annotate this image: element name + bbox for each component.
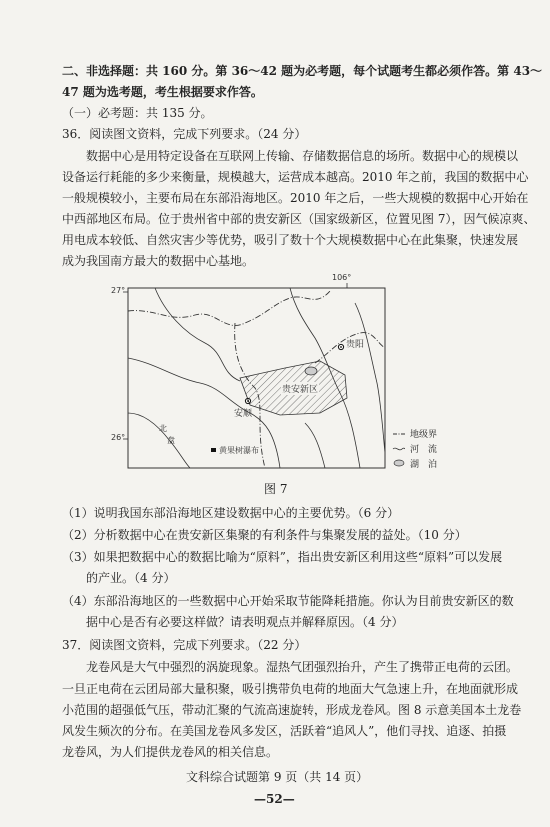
map-city-anshun: 安顺 [234, 409, 253, 419]
section-heading-line2: 47 题为选考题，考生根据要求作答。 [62, 85, 263, 99]
q37-para-line: 龙卷风，为人们提供龙卷风的相关信息。 [62, 745, 279, 759]
q36-item-4: （4）东部沿海地区的一些数据中心开始采取节能降耗措施。你认为目前贵安新区的数 [62, 594, 514, 608]
map-city-guiyang: 贵阳 [346, 340, 365, 350]
figure-caption: 图 7 [264, 482, 288, 496]
legend-boundary-label: 地级界 [410, 430, 438, 440]
q37-para-line: 一旦正电荷在云团局部大量积聚，吸引携带负电荷的地面大气急速上升，在地面就形成 [62, 682, 519, 696]
figure-7-map [111, 263, 405, 481]
section-heading-line1: 二、非选择题：共 160 分。第 36～42 题为必考题，每个试题考生都必须作答。第 43～ [62, 64, 543, 78]
q36-para-line: 中西部地区布局。位于贵州省中部的贵安新区（国家级新区，位置见图 7），因气候凉爽、 [62, 212, 536, 226]
river-line [155, 288, 240, 381]
subsection-heading: （一）必考题：共 135 分。 [62, 106, 213, 120]
river-line [128, 413, 190, 468]
q36-para-line: 用电成本较低、自然灾害少等优势，吸引了数十个大规模数据中心在此集聚，快速发展 [62, 233, 519, 247]
river-line [305, 423, 325, 468]
map-latitude-bottom-label: 26° [111, 433, 126, 442]
legend-lake-label: 湖 泊 [410, 460, 438, 470]
q36-para-line: 数据中心是用特定设备在互联网上传输、存储数据信息的场所。数据中心的规模以 [86, 149, 519, 163]
q36-item-4-cont: 据中心是否有必要这样做？请表明观点并解释原因。（4 分） [86, 615, 404, 629]
map-waterfall-label: 黄果树瀑布 [219, 446, 259, 455]
lake-shape [305, 367, 317, 375]
q37-title: 37．阅读图文资料，完成下列要求。（22 分） [62, 638, 307, 652]
page-number: —52— [254, 792, 295, 806]
map-new-area-label: 贵安新区 [281, 382, 319, 395]
legend-river-label: 河 流 [410, 445, 438, 455]
legend-lake-symbol [394, 460, 404, 466]
map-place-label: 北 [159, 424, 167, 433]
q36-item-2: （2）分析数据中心在贵安新区集聚的有利条件与集聚发展的益处。（10 分） [62, 528, 467, 542]
map-drawing [115, 263, 405, 481]
q36-item-1: （1）说明我国东部沿海地区建设数据中心的主要优势。（6 分） [62, 506, 400, 520]
map-latitude-top-label: 27° [111, 286, 126, 295]
map-place-label: 盘 [167, 436, 175, 445]
river-line [355, 303, 385, 453]
q37-para-line: 风发生频次的分布。在美国龙卷风多发区，活跃着“追风人”，他们寻找、追逐、拍摄 [62, 724, 507, 738]
q37-para-line: 小范围的超强低气压，带动汇聚的气流高速旋转，形成龙卷风。图 8 示意美国本土龙卷 [62, 703, 522, 717]
q36-item-3-cont: 的产业。（4 分） [86, 571, 176, 585]
waterfall-marker [211, 448, 216, 452]
q37-para-line: 龙卷风是大气中强烈的涡旋现象。湿热气团强烈抬升，产生了携带正电荷的云团。 [86, 660, 519, 674]
map-longitude-label: 106° [332, 273, 352, 282]
q36-title: 36．阅读图文资料，完成下列要求。（24 分） [62, 127, 307, 141]
legend-river-symbol [393, 448, 405, 450]
q36-item-3: （3）如果把数据中心的数据比喻为“原料”，指出贵安新区利用这些“原料”可以发展 [62, 550, 503, 564]
q36-para-line: 一般规模较小，主要布局在东部沿海地区。2010 年之后，一些大规模的数据中心开始在 [62, 191, 529, 205]
q36-para-line: 成为我国南方最大的数据中心基地。 [62, 254, 255, 268]
q36-para-line: 设备运行耗能的多少来衡量，规模越大，运营成本越高。2010 年之前，我国的数据中心 [62, 170, 529, 184]
page-footer-info: 文科综合试题第 9 页（共 14 页） [186, 770, 369, 784]
